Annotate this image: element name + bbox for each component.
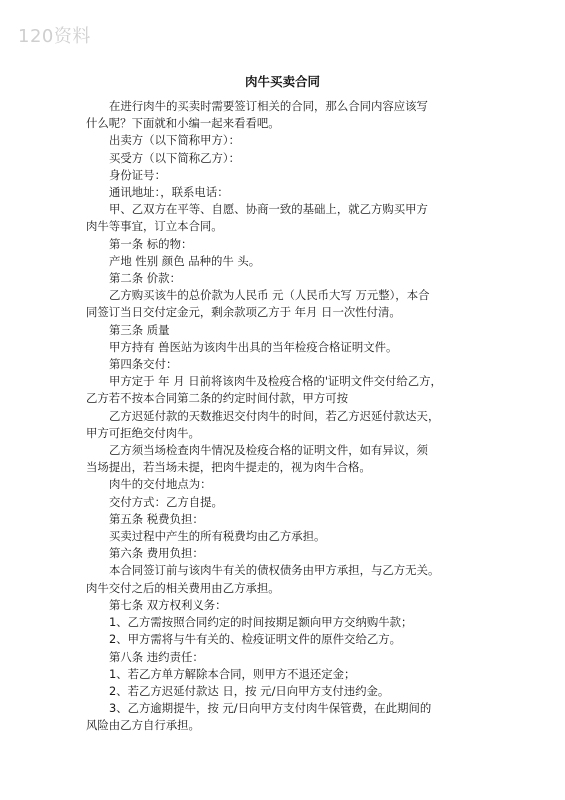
body-line: 买受方（以下简称乙方）：	[109, 150, 240, 165]
body-line: 交付方式：乙方自提。	[109, 494, 223, 509]
body-line: 身份证号：	[109, 167, 166, 182]
body-line: 通讯地址：，联系电话：	[109, 185, 229, 200]
body-line: 当场提出，若当场未提，把肉牛提走的，视为肉牛合格。	[86, 460, 371, 475]
body-line: 1、乙方需按照合同约定的时间按期足额向甲方交纳购牛款；	[109, 615, 413, 630]
body-line: 什么呢？下面就和小编一起来看看吧。	[86, 116, 280, 131]
body-line: 乙方须当场检查肉牛情况及检疫合格的证明文件，如有异议，须	[109, 443, 428, 458]
document-title: 肉牛买卖合同	[244, 74, 320, 89]
contract-body	[86, 98, 484, 735]
body-line: 出卖方（以下简称甲方）：	[109, 133, 240, 148]
body-line: 甲方可拒绝交付肉牛。	[86, 425, 200, 440]
watermark: 120资料	[18, 26, 91, 47]
body-line: 甲方定于 年 月 日前将该肉牛及检疫合格的'证明文件交付给乙方，	[109, 374, 442, 389]
body-line: 第五条 税费负担：	[109, 511, 204, 526]
body-line: 乙方购买该牛的总价款为人民币 元（人民币大写 万元整），本合	[109, 288, 430, 303]
body-line: 甲方持有 兽医站为该肉牛出具的当年检疫合格证明文件。	[109, 339, 398, 354]
body-line: 1、若乙方单方解除本合同，则甲方不退还定金；	[109, 666, 356, 681]
body-line: 第三条 质量	[109, 322, 170, 337]
body-line: 本合同签订前与该肉牛有关的债权债务由甲方承担，与乙方无关。	[109, 563, 440, 578]
body-line: 2、甲方需将与牛有关的、检疫证明文件的原件交给乙方。	[109, 632, 402, 647]
body-line: 3、乙方逾期提牛，按 元/日向甲方支付肉牛保管费，在此期间的	[109, 701, 432, 716]
body-line: 第一条 标的物：	[109, 236, 193, 251]
body-line: 第八条 违约责任：	[109, 649, 204, 664]
body-line: 风险由乙方自行承担。	[86, 718, 200, 733]
body-line: 买卖过程中产生的所有税费均由乙方承担。	[109, 529, 326, 544]
body-line: 甲、乙双方在平等、自愿、协商一致的基础上，就乙方购买甲方	[109, 202, 428, 217]
body-line: 肉牛交付之后的相关费用由乙方承担。	[86, 580, 280, 595]
body-line: 2、若乙方迟延付款达 日，按 元/日向甲方支付违约金。	[109, 683, 390, 698]
body-line: 肉牛的交付地点为：	[109, 477, 212, 492]
body-line: 在进行肉牛的买卖时需要签订相关的合同，那么合同内容应该写	[109, 99, 428, 113]
body-line: 产地 性别 颜色 品种的牛 头。	[109, 253, 261, 268]
body-line: 乙方迟延付款的天数推迟交付肉牛的时间，若乙方迟延付款达天，	[109, 408, 440, 423]
body-line: 第二条 价款：	[109, 271, 181, 286]
body-line: 乙方若不按本合同第二条的约定时间付款，甲方可按	[86, 391, 348, 406]
body-line: 肉牛等事宜，订立本合同。	[86, 219, 223, 234]
body-line: 第六条 费用负担：	[109, 546, 204, 561]
body-line: 同签订当日交付定金元，剩余款项乙方于 年月 日一次性付清。	[86, 305, 401, 320]
body-line: 第四条交付：	[109, 357, 178, 372]
body-line: 第七条 双方权利义务：	[109, 597, 227, 612]
